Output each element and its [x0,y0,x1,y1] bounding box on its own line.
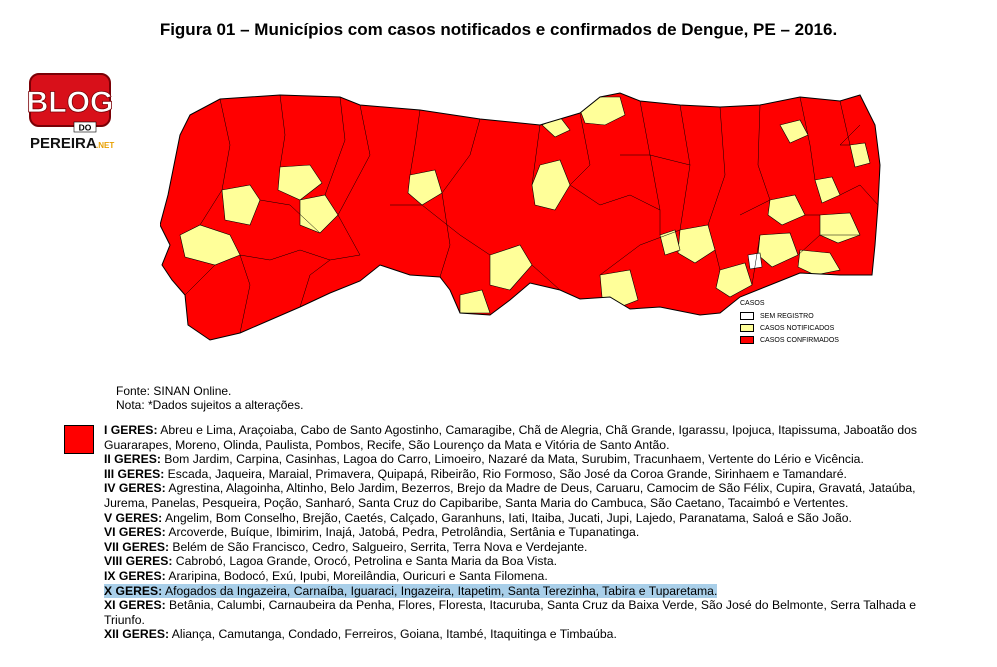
svg-text:BLOG: BLOG [26,86,114,119]
geres-municipalities: Araripina, Bodocó, Exú, Ipubi, Moreilândia, Ouricuri e Santa Filomena. [165,568,548,583]
legend-swatch [740,324,754,332]
legend-label: CASOS NOTIFICADOS [760,324,835,332]
geres-row [104,627,949,642]
svg-text:PEREIRA: PEREIRA [30,135,97,152]
geres-municipalities: Betânia, Calumbi, Carnaubeira da Penha, Flores, Floresta, Itacuruba, Santa Cruz da Baixa Verde, São José do Belmonte, Serra Talhada e Triunfo. [104,598,917,627]
geres-row [104,423,949,452]
source-line: Fonte: SINAN Online. [116,384,232,398]
geres-name: V GERES: [104,510,163,525]
geres-list [104,423,949,642]
geres-row [104,452,949,467]
geres-municipalities: Afogados da Ingazeira, Carnaíba, Iguaraci, Ingazeira, Itapetim, Santa Terezinha, Tabira e Tuparetama. [162,583,718,598]
legend-label: SEM REGISTRO [760,312,814,320]
geres-municipalities: Aliança, Camutanga, Condado, Ferreiros, Goiana, Itambé, Itaquitinga e Timbaúba. [169,627,617,642]
svg-text:DO: DO [78,122,92,133]
legend-swatch [740,312,754,320]
geres-name: IV GERES: [104,481,166,496]
legend-item-no-record [740,310,839,322]
geres-name: I GERES: [104,423,158,437]
legend-title: CASOS [740,300,765,307]
geres-name: XI GERES: [104,598,166,613]
geres-municipalities: Agrestina, Alagoinha, Altinho, Belo Jardim, Bezerros, Brejo da Madre de Deus, Caruaru, Camocim de São Félix, Cupira, Gravatá, Jataúba, Jurema, Panelas, Pesqueira, Poção, Sanharó, Santa Cruz do Capibaribe, Santa Maria do Cambuca, São Caetano, Tacaimbó e Vertentes. [104,481,916,510]
map-legend [740,300,839,346]
geres-municipalities: Bom Jardim, Carpina, Casinhas, Lagoa do Carro, Limoeiro, Nazaré da Mata, Surubim, Tracunhaem, Vertente do Lério e Vicência. [160,452,864,467]
geres-municipalities: Escada, Jaqueira, Maraial, Primavera, Quipapá, Ribeirão, Rio Formoso, São José da Coroa Grande, Sirinhaem e Tamandaré. [164,466,847,481]
geres-municipalities: Arcoverde, Buíque, Ibimirim, Inajá, Jatobá, Pedra, Petrolândia, Sertânia e Tupanatinga. [165,525,640,540]
geres-municipalities: Angelim, Bom Conselho, Brejão, Caetés, Calçado, Garanhuns, Iati, Itaiba, Jucati, Jupi, Lajedo, Paranatama, Saloá e São João. [162,510,852,525]
legend-label: CASOS CONFIRMADOS [760,336,839,344]
legend-item-confirmed [740,334,839,346]
geres-row [104,598,949,627]
geres-row [104,569,949,584]
confirmed-color-square [64,425,94,454]
blog-logo [26,72,118,154]
source-note [116,384,303,412]
figure-title: Figura 01 – Municípios com casos notificados e confirmados de Dengue, PE – 2016. [159,20,838,39]
legend-item-notified [740,322,839,334]
geres-name: III GERES: [104,466,165,481]
geres-name: VII GERES: [104,539,170,554]
geres-name: II GERES: [104,452,161,467]
geres-row-highlighted [104,584,949,599]
geres-name: VIII GERES: [104,554,173,569]
legend-swatch [740,336,754,344]
svg-text:.NET: .NET [96,141,115,150]
geres-row [104,481,949,510]
note-line: Nota: *Dados sujeitos a alterações. [116,398,304,412]
geres-name: IX GERES: [104,568,166,583]
geres-row [104,511,949,526]
geres-row [104,554,949,569]
geres-name: X GERES: [104,583,163,598]
geres-name: VI GERES: [104,525,166,540]
geres-municipalities: Cabrobó, Lagoa Grande, Orocó, Petrolina e Santa Maria da Boa Vista. [172,554,557,569]
geres-row [104,525,949,540]
geres-row [104,540,949,555]
geres-municipalities: Belém de São Francisco, Cedro, Salgueiro, Serrita, Terra Nova e Verdejante. [169,539,588,554]
geres-row [104,467,949,482]
geres-highlight [104,584,717,598]
geres-municipalities: Abreu e Lima, Araçoiaba, Cabo de Santo Agostinho, Camaragibe, Chã de Alegria, Chã Grande, Igarassu, Ipojuca, Itapissuma, Jaboatão dos Guararapes, Moreno, Olinda, Paulista, Pombos, Recife, São Lourenço da Mata e Vitória de Santo Antão. [104,423,917,452]
geres-name: XII GERES: [104,627,170,642]
